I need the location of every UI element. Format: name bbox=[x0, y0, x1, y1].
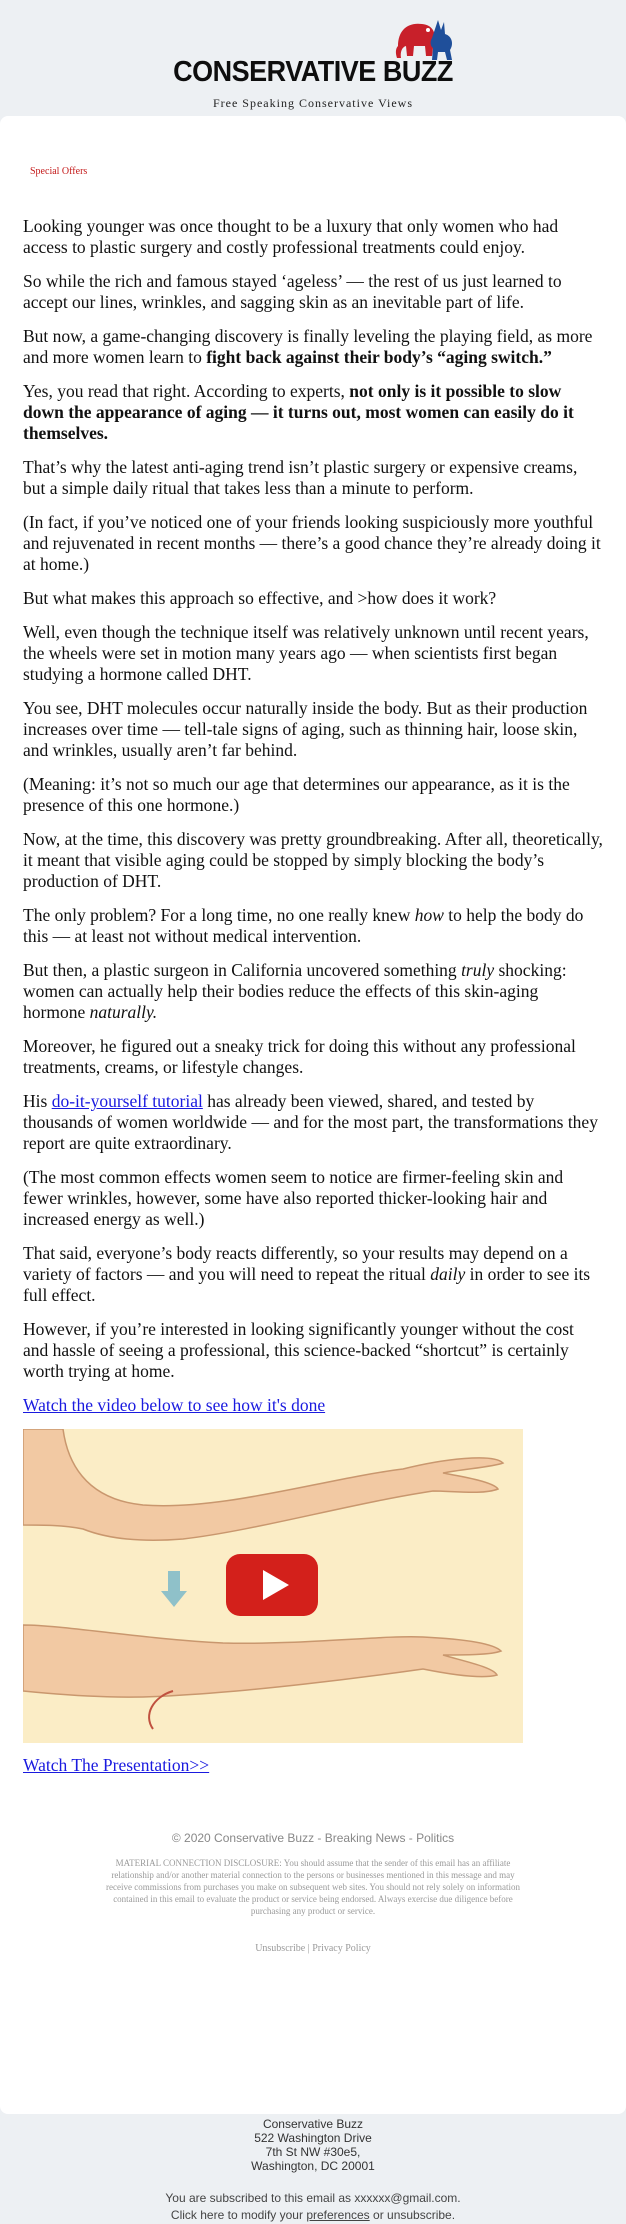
privacy-policy-link[interactable]: Privacy Policy bbox=[312, 1943, 371, 1954]
watch-presentation-link[interactable]: Watch The Presentation>> bbox=[23, 1755, 210, 1775]
subscription-line bbox=[0, 2207, 626, 2224]
italic-text: naturally. bbox=[89, 1002, 158, 1022]
email-header bbox=[0, 0, 626, 118]
copyright-text: © 2020 Conservative Buzz - Breaking News - Politics bbox=[171, 1831, 455, 1845]
video-thumbnail[interactable] bbox=[23, 1429, 523, 1743]
logo-title: CONSERVATIVE BUZZ bbox=[173, 56, 453, 88]
disclosure-text: MATERIAL CONNECTION DISCLOSURE: You should assume that the sender of this email has an affiliate relationship and/or another material connection to the persons or businesses mentioned in this message and may receive commissions from purchases you make on subsequent web sites. You should not rely solely on information contained in this email to evaluate the product or service being endorsed. Always exercise due diligence before purchasing any product or service. bbox=[106, 1858, 520, 1916]
watch-video-link[interactable]: Watch the video below to see how it's done bbox=[23, 1395, 326, 1415]
paragraph: But what makes this approach so effective, and >how does it work? bbox=[23, 588, 497, 608]
preferences-link[interactable]: preferences bbox=[306, 2208, 370, 2222]
address-line: Washington, DC 20001 bbox=[251, 2159, 375, 2173]
paragraph bbox=[23, 1395, 603, 1416]
email-card bbox=[0, 116, 626, 2114]
paragraph: Looking younger was once thought to be a luxury that only women who had access to plastic surgery and costly professional treatments could enjoy. bbox=[23, 216, 559, 257]
postal-address bbox=[0, 2117, 626, 2173]
italic-text: truly bbox=[461, 960, 495, 980]
text-span: Yes, you read that right. According to experts, bbox=[23, 381, 350, 401]
unsubscribe-link[interactable]: Unsubscribe bbox=[255, 1943, 306, 1954]
video-illustration bbox=[23, 1429, 523, 1743]
subscription-notice bbox=[0, 2190, 626, 2224]
paragraph bbox=[23, 326, 603, 368]
subscription-line: You are subscribed to this email as xxxxxx@gmail.com. bbox=[165, 2191, 461, 2205]
text-span: The only problem? For a long time, no one really knew bbox=[23, 905, 415, 925]
paragraph bbox=[23, 1243, 603, 1306]
paragraph bbox=[23, 960, 603, 1023]
text-span: in order to see its full effect. bbox=[23, 1264, 591, 1305]
paragraph: So while the rich and famous stayed ‘ageless’ — the rest of us just learned to accept our lines, wrinkles, and sagging skin as an inevitable part of life. bbox=[23, 271, 562, 312]
paragraph bbox=[23, 1755, 603, 1776]
paragraph: Moreover, he figured out a sneaky trick for doing this without any professional treatments, creams, or lifestyle changes. bbox=[23, 1036, 576, 1077]
footer-links bbox=[0, 1943, 626, 1954]
special-offers-label: Special Offers bbox=[30, 166, 88, 177]
text-span: But then, a plastic surgeon in California uncovered something bbox=[23, 960, 462, 980]
paragraph: You see, DHT molecules occur naturally inside the body. But as their production increases over time — tell-tale signs of aging, such as thinning hair, loose skin, and wrinkles, usually aren’t far behind. bbox=[23, 698, 588, 760]
paragraph: Well, even though the technique itself was relatively unknown until recent years, the wheels were set in motion many years ago — when scientists first began studying a hormone called DHT. bbox=[23, 622, 589, 684]
text-span: That said, everyone’s body reacts differently, so your results may depend on a variety of factors — and you will need to repeat the ritual bbox=[23, 1243, 568, 1284]
separator: | bbox=[307, 1943, 310, 1954]
youtube-play-icon bbox=[226, 1554, 318, 1616]
paragraph: However, if you’re interested in looking significantly younger without the cost and hassle of seeing a professional, this science-backed “shortcut” is certainly worth trying at home. bbox=[23, 1319, 574, 1381]
text-span: has already been viewed, shared, and tested by thousands of women worldwide — and for the most part, the transformations they report are quite extraordinary. bbox=[23, 1091, 598, 1153]
text-span: or unsubscribe. bbox=[369, 2208, 456, 2222]
text-span: to help the body do this — at least not without medical intervention. bbox=[23, 905, 584, 946]
italic-text: how bbox=[414, 905, 444, 925]
text-span: shocking: women can actually help their bodies reduce the effects of this skin-aging hormone bbox=[23, 960, 567, 1022]
address-line: 522 Washington Drive bbox=[254, 2131, 372, 2145]
address-line: Conservative Buzz bbox=[262, 2117, 364, 2131]
paragraph bbox=[23, 905, 603, 947]
bold-text: fight back against their body’s “aging switch.” bbox=[206, 347, 552, 367]
logo-tagline: Free Speaking Conservative Views bbox=[212, 96, 414, 110]
paragraph: (The most common effects women seem to notice are firmer-feeling skin and fewer wrinkles, however, some have also reported thicker-looking hair and increased energy as well.) bbox=[23, 1167, 564, 1229]
paragraph: (In fact, if you’ve noticed one of your friends looking suspiciously more youthful and rejuvenated in recent months — there’s a good chance they’re already doing it at home.) bbox=[23, 512, 601, 574]
tutorial-link[interactable]: do-it-yourself tutorial bbox=[51, 1091, 203, 1111]
paragraph: Now, at the time, this discovery was pretty groundbreaking. After all, theoretically, it meant that visible aging could be stopped by simply blocking the body’s production of DHT. bbox=[23, 829, 603, 891]
address-line: 7th St NW #30e5, bbox=[265, 2145, 361, 2159]
paragraph bbox=[23, 1091, 603, 1154]
italic-text: daily bbox=[430, 1264, 466, 1284]
text-span: But now, a game-changing discovery is finally leveling the playing field, as more and more women learn to bbox=[23, 326, 593, 367]
paragraph: (Meaning: it’s not so much our age that determines our appearance, as it is the presence of this one hormone.) bbox=[23, 774, 570, 815]
text-span: His bbox=[23, 1091, 52, 1111]
paragraph bbox=[23, 381, 603, 444]
article-body bbox=[23, 216, 603, 1789]
paragraph: That’s why the latest anti-aging trend isn’t plastic surgery or expensive creams, but a simple daily ritual that takes less than a minute to perform. bbox=[23, 457, 578, 498]
bold-text: not only is it possible to slow down the appearance of aging — it turns out, most women can easily do it themselves. bbox=[23, 381, 574, 443]
email-footer bbox=[0, 1831, 626, 1954]
text-span: Click here to modify your bbox=[170, 2208, 307, 2222]
